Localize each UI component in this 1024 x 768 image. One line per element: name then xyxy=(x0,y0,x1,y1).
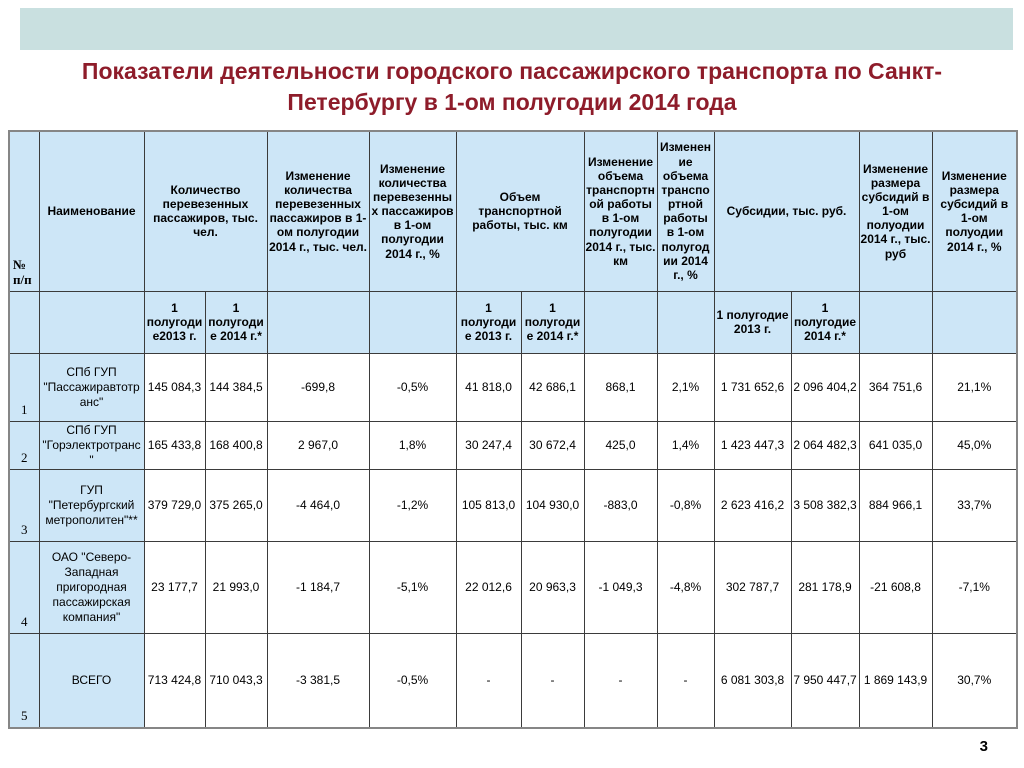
subheader-empty xyxy=(657,291,714,353)
col-header-volume-change-pct: Изменение объема транспортной работы в 1-ом полугодии 2014 г., % xyxy=(657,131,714,291)
org-name: СПб ГУП "Горэлектротранс" xyxy=(39,421,144,469)
page-title xyxy=(32,56,992,118)
row-number: 5 xyxy=(9,633,39,728)
cell-volume-change-abs: 425,0 xyxy=(584,421,657,469)
transport-indicators-table xyxy=(8,130,1018,729)
page-title-line2: Петербургу в 1-ом полугодии 2014 года xyxy=(287,89,737,116)
cell-volume-change-abs: 868,1 xyxy=(584,353,657,421)
table-row xyxy=(9,541,1017,633)
cell-subsidies-2014: 7 950 447,7 xyxy=(791,633,859,728)
cell-passengers-change-abs: -3 381,5 xyxy=(267,633,369,728)
col-header-row-number: № п/п xyxy=(9,131,39,291)
cell-passengers-2013: 165 433,8 xyxy=(144,421,205,469)
subheader-empty xyxy=(9,291,39,353)
table-row-total xyxy=(9,633,1017,728)
cell-subsidies-2013: 302 787,7 xyxy=(714,541,791,633)
cell-passengers-change-abs: 2 967,0 xyxy=(267,421,369,469)
table-row xyxy=(9,421,1017,469)
header-row-periods xyxy=(9,291,1017,353)
subheader-empty xyxy=(39,291,144,353)
cell-volume-change-pct: -0,8% xyxy=(657,469,714,541)
cell-passengers-2014: 21 993,0 xyxy=(205,541,267,633)
cell-subsidies-2014: 2 064 482,3 xyxy=(791,421,859,469)
page-title-line1: Показатели деятельности городского пассажирского транспорта по Санкт- xyxy=(81,58,943,84)
cell-subsidies-change-pct: -7,1% xyxy=(932,541,1017,633)
cell-passengers-2013: 145 084,3 xyxy=(144,353,205,421)
cell-passengers-change-abs: -699,8 xyxy=(267,353,369,421)
org-name: ОАО "Северо-Западная пригородная пассажирская компания" xyxy=(39,541,144,633)
cell-volume-2013: - xyxy=(456,633,521,728)
top-decor-band xyxy=(20,8,1013,50)
cell-volume-change-abs: - xyxy=(584,633,657,728)
cell-volume-2013: 41 818,0 xyxy=(456,353,521,421)
cell-passengers-change-pct: -1,2% xyxy=(369,469,456,541)
cell-subsidies-2013: 2 623 416,2 xyxy=(714,469,791,541)
subheader-passengers-2013: 1 полугодие2013 г. xyxy=(144,291,205,353)
cell-subsidies-change-pct: 21,1% xyxy=(932,353,1017,421)
subheader-empty xyxy=(369,291,456,353)
cell-volume-change-pct: - xyxy=(657,633,714,728)
cell-passengers-2014: 168 400,8 xyxy=(205,421,267,469)
cell-passengers-change-pct: 1,8% xyxy=(369,421,456,469)
cell-subsidies-change-abs: 364 751,6 xyxy=(859,353,932,421)
cell-volume-2014: - xyxy=(521,633,584,728)
cell-subsidies-2014: 2 096 404,2 xyxy=(791,353,859,421)
cell-subsidies-change-pct: 30,7% xyxy=(932,633,1017,728)
subheader-volume-2014: 1 полугодие 2014 г.* xyxy=(521,291,584,353)
col-header-passengers-change-abs: Изменение количества перевезенных пассажиров в 1-ом полугодии 2014 г., тыс. чел. xyxy=(267,131,369,291)
subheader-empty xyxy=(584,291,657,353)
subheader-empty xyxy=(859,291,932,353)
row-number: 1 xyxy=(9,353,39,421)
cell-subsidies-change-abs: 641 035,0 xyxy=(859,421,932,469)
cell-passengers-change-abs: -1 184,7 xyxy=(267,541,369,633)
cell-passengers-2014: 144 384,5 xyxy=(205,353,267,421)
cell-volume-change-pct: 2,1% xyxy=(657,353,714,421)
cell-volume-2013: 22 012,6 xyxy=(456,541,521,633)
subheader-empty xyxy=(932,291,1017,353)
subheader-volume-2013: 1 полугодие 2013 г. xyxy=(456,291,521,353)
cell-volume-change-pct: 1,4% xyxy=(657,421,714,469)
cell-passengers-change-pct: -0,5% xyxy=(369,633,456,728)
cell-subsidies-change-pct: 33,7% xyxy=(932,469,1017,541)
cell-volume-2013: 30 247,4 xyxy=(456,421,521,469)
col-header-passengers: Количество перевезенных пассажиров, тыс. чел. xyxy=(144,131,267,291)
cell-passengers-change-pct: -0,5% xyxy=(369,353,456,421)
cell-passengers-change-pct: -5,1% xyxy=(369,541,456,633)
cell-volume-2014: 20 963,3 xyxy=(521,541,584,633)
cell-volume-2013: 105 813,0 xyxy=(456,469,521,541)
cell-subsidies-2014: 3 508 382,3 xyxy=(791,469,859,541)
table-row xyxy=(9,353,1017,421)
cell-subsidies-2013: 1 731 652,6 xyxy=(714,353,791,421)
cell-volume-change-abs: -1 049,3 xyxy=(584,541,657,633)
cell-volume-change-pct: -4,8% xyxy=(657,541,714,633)
cell-subsidies-2014: 281 178,9 xyxy=(791,541,859,633)
subheader-empty xyxy=(267,291,369,353)
col-header-volume: Объем транспортной работы, тыс. км xyxy=(456,131,584,291)
org-name-total: ВСЕГО xyxy=(39,633,144,728)
cell-subsidies-2013: 1 423 447,3 xyxy=(714,421,791,469)
cell-subsidies-change-abs: -21 608,8 xyxy=(859,541,932,633)
org-name: СПб ГУП "Пассажиравтотранс" xyxy=(39,353,144,421)
header-row-groups xyxy=(9,131,1017,291)
col-header-subsidies: Субсидии, тыс. руб. xyxy=(714,131,859,291)
col-header-subsidies-change-pct: Изменение размера субсидий в 1-ом полуодии 2014 г., % xyxy=(932,131,1017,291)
col-header-volume-change-abs: Изменение объема транспортной работы в 1-ом полугодии 2014 г., тыс. км xyxy=(584,131,657,291)
cell-volume-2014: 104 930,0 xyxy=(521,469,584,541)
row-number: 2 xyxy=(9,421,39,469)
cell-volume-2014: 30 672,4 xyxy=(521,421,584,469)
cell-passengers-2014: 375 265,0 xyxy=(205,469,267,541)
cell-volume-change-abs: -883,0 xyxy=(584,469,657,541)
row-number: 4 xyxy=(9,541,39,633)
cell-subsidies-2013: 6 081 303,8 xyxy=(714,633,791,728)
cell-subsidies-change-abs: 1 869 143,9 xyxy=(859,633,932,728)
cell-volume-2014: 42 686,1 xyxy=(521,353,584,421)
row-number: 3 xyxy=(9,469,39,541)
cell-passengers-2013: 713 424,8 xyxy=(144,633,205,728)
cell-passengers-change-abs: -4 464,0 xyxy=(267,469,369,541)
subheader-subsidies-2013: 1 полугодие 2013 г. xyxy=(714,291,791,353)
col-header-name: Наименование xyxy=(39,131,144,291)
subheader-subsidies-2014: 1 полугодие 2014 г.* xyxy=(791,291,859,353)
cell-passengers-2013: 379 729,0 xyxy=(144,469,205,541)
col-header-subsidies-change-abs: Изменение размера субсидий в 1-ом полуодии 2014 г., тыс. руб xyxy=(859,131,932,291)
cell-passengers-2013: 23 177,7 xyxy=(144,541,205,633)
cell-passengers-2014: 710 043,3 xyxy=(205,633,267,728)
cell-subsidies-change-pct: 45,0% xyxy=(932,421,1017,469)
subheader-passengers-2014: 1 полугодие 2014 г.* xyxy=(205,291,267,353)
table-row xyxy=(9,469,1017,541)
page-number: 3 xyxy=(979,738,988,755)
col-header-passengers-change-pct: Изменение количества перевезенных пассажиров в 1-ом полугодии 2014 г., % xyxy=(369,131,456,291)
org-name: ГУП "Петербургский метрополитен"** xyxy=(39,469,144,541)
cell-subsidies-change-abs: 884 966,1 xyxy=(859,469,932,541)
